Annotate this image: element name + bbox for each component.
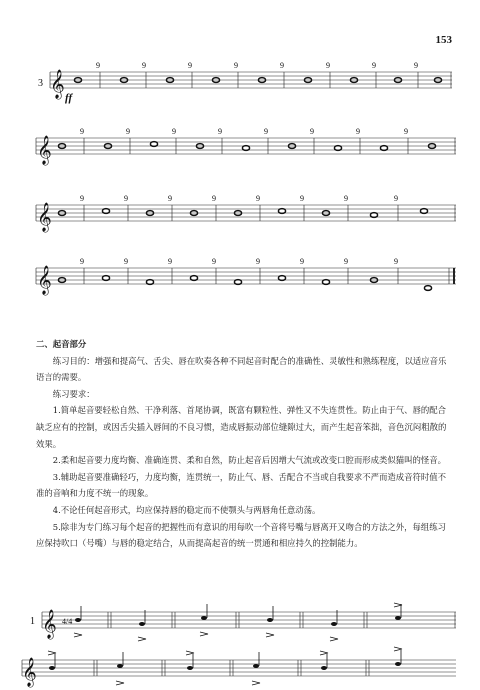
svg-text:9: 9 [394,194,398,203]
svg-text:9: 9 [356,127,360,136]
treble-clef-icon: 𝄞 [37,265,52,294]
requirement-3: 3.辅助起音要准确轻巧，力度均衡，连贯统一，防止气、唇、舌配合不当或自我要求不严而造成音符时值不准的音响和力度不统一的现象。 [36,471,447,499]
svg-text:9: 9 [172,127,176,136]
time-signature: 4/4 [62,617,73,626]
svg-text:9: 9 [234,61,238,70]
page-number: 153 [435,34,452,46]
requirement-4: 4.不论任何起音形式，均应保持唇的稳定而不使颚头与两唇角任意动荡。 [52,504,321,515]
svg-text:9: 9 [168,194,172,203]
treble-clef-icon: 𝄞 [42,609,57,638]
svg-text:9: 9 [344,194,348,203]
svg-text:9: 9 [344,257,348,266]
staff-5 [42,612,456,628]
section-heading: 二、起音部分 [36,339,87,349]
treble-clef-icon: 𝄞 [37,202,52,231]
svg-text:9: 9 [326,61,330,70]
dynamic-marking: ff [65,92,73,104]
requirement-1: 1.简单起音要轻松自然、干净利落、首尾协调，既富有颗粒性、弹性又不失连贯性。防止由于气、唇的配合缺乏应有的控制，或因舌尖插入唇间的不良习惯，造成唇振动部位缝隙过大，而产生起音笨拙，音色沉闷粗散的效果。 [36,405,447,449]
svg-text:9: 9 [80,194,84,203]
exercise-number: 1 [30,616,35,627]
svg-text:9: 9 [188,61,192,70]
requirement-5: 5.除非为专门练习每个起音的把握性而有意识的用每吹一个音将号嘴与唇离开又吻合的方法之外，每组练习应保持吹口（号嘴）与唇的稳定结合，从而提高起音的统一贯通和相应持久的控制能力。 [36,521,447,549]
music-score-top [0,0,480,300]
svg-text:9: 9 [212,257,216,266]
svg-text:9: 9 [80,257,84,266]
svg-text:9: 9 [414,61,418,70]
svg-text:9: 9 [300,194,304,203]
svg-text:9: 9 [218,127,222,136]
requirements-title: 练习要求： [52,388,95,399]
staff-6 [22,660,456,676]
svg-text:9: 9 [300,257,304,266]
staff-3 [36,205,456,221]
staff-4 [36,268,456,284]
svg-text:9: 9 [372,61,376,70]
svg-text:9: 9 [124,257,128,266]
svg-text:9: 9 [404,127,408,136]
svg-text:9: 9 [310,127,314,136]
attack-section [36,336,448,552]
exercise-number: 3 [38,78,43,89]
treble-clef-icon: 𝄞 [37,135,52,164]
svg-text:9: 9 [80,127,84,136]
svg-text:9: 9 [256,194,260,203]
exercise-goal: 练习目的：增强和提高气、舌尖、唇在吹奏各种不同起音时配合的准确性、灵敏性和熟练程度，以适应音乐语言的需要。 [36,355,447,383]
svg-text:9: 9 [256,257,260,266]
svg-text:9: 9 [168,257,172,266]
svg-text:9: 9 [126,127,130,136]
svg-text:9: 9 [96,61,100,70]
svg-text:9: 9 [212,194,216,203]
requirement-2: 2.柔和起音要力度均衡、准确连贯、柔和自然，防止起音后因增大气流或改变口腔而形成类似猫叫的怪音。 [52,455,447,466]
treble-clef-icon: 𝄞 [50,69,65,98]
svg-text:9: 9 [142,61,146,70]
svg-text:9: 9 [394,257,398,266]
staff-1 [50,72,452,88]
svg-text:9: 9 [264,127,268,136]
treble-clef-icon: 𝄞 [22,657,37,686]
svg-text:9: 9 [124,194,128,203]
breath-marks [80,61,418,266]
svg-text:9: 9 [280,61,284,70]
